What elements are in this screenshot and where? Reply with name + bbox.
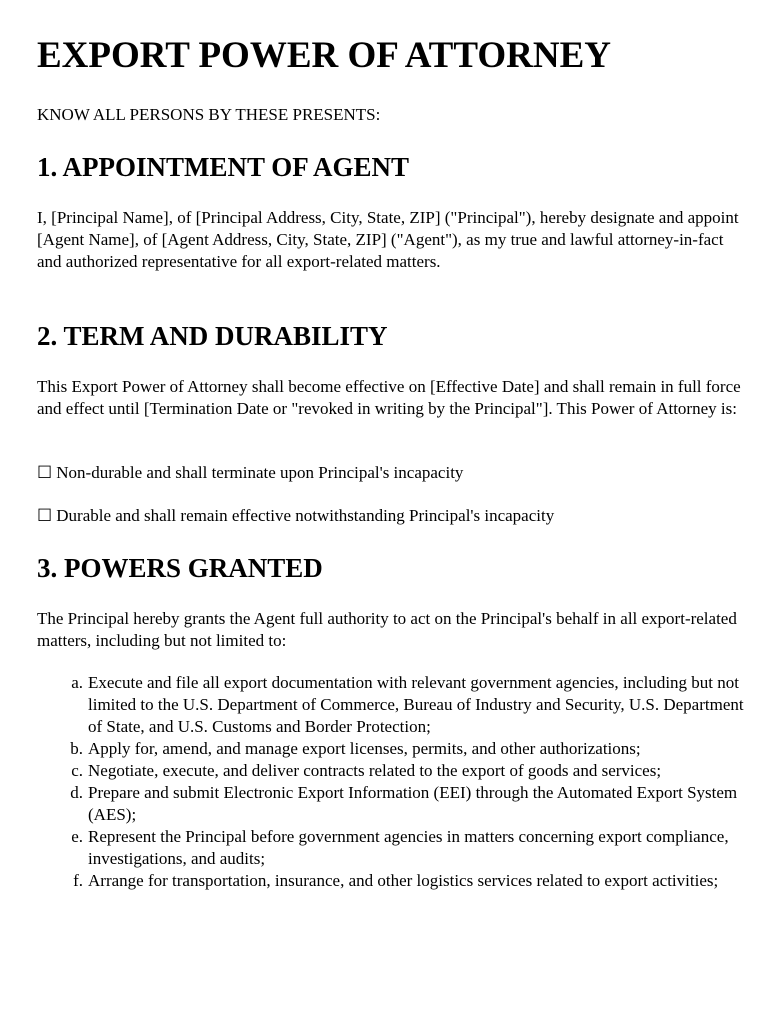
section-heading-powers: 3. POWERS GRANTED	[37, 553, 323, 583]
list-marker: a.	[71, 673, 83, 692]
list-item	[37, 738, 747, 760]
checkbox-icon[interactable]: ☐	[37, 463, 53, 483]
list-marker: d.	[70, 783, 83, 802]
list-item-text: Arrange for transportation, insurance, and other logistics services related to export activities;	[88, 871, 719, 890]
checkbox-option-nondurable[interactable]	[37, 462, 463, 484]
list-item-text: Negotiate, execute, and deliver contracts related to the export of goods and services;	[88, 761, 662, 780]
intro-line: KNOW ALL PERSONS BY THESE PRESENTS:	[37, 105, 381, 124]
list-item	[37, 870, 747, 892]
checkbox-label: Durable and shall remain effective notwithstanding Principal's incapacity	[56, 506, 555, 525]
checkbox-option-durable[interactable]	[37, 505, 554, 527]
powers-list	[37, 672, 747, 892]
powers-paragraph: The Principal hereby grants the Agent full authority to act on the Principal's behalf in all export-related matters, including but not limited to:	[37, 609, 737, 650]
section-heading-term: 2. TERM AND DURABILITY	[37, 321, 388, 351]
list-item-text: Represent the Principal before government agencies in matters concerning export compliance, investigations, and audits;	[88, 827, 729, 868]
list-marker: f.	[73, 871, 83, 890]
list-item-text: Apply for, amend, and manage export licenses, permits, and other authorizations;	[88, 739, 641, 758]
list-item	[37, 672, 747, 738]
section-heading-appointment: 1. APPOINTMENT OF AGENT	[37, 152, 410, 182]
appointment-paragraph: I, [Principal Name], of [Principal Address, City, State, ZIP] ("Principal"), hereby designate and appoint [Agent Name], of [Agent Address, City, State, ZIP] ("Agent"), as my true and lawful attorney-in-fact and authorized representative for all export-related matters.	[37, 208, 739, 271]
checkbox-label: Non-durable and shall terminate upon Principal's incapacity	[56, 463, 464, 482]
list-marker: b.	[70, 739, 83, 758]
list-item-text: Prepare and submit Electronic Export Information (EEI) through the Automated Export System (AES);	[88, 783, 738, 824]
list-item-text: Execute and file all export documentation with relevant government agencies, including but not limited to the U.S. Department of Commerce, Bureau of Industry and Security, U.S. Department of State, and U.S. Customs and Border Protection;	[88, 673, 744, 736]
term-paragraph: This Export Power of Attorney shall become effective on [Effective Date] and shall remain in full force and effect until [Termination Date or "revoked in writing by the Principal"]. This Power of Attorney is:	[37, 377, 741, 418]
list-item	[37, 760, 747, 782]
list-marker: e.	[71, 827, 83, 846]
list-item	[37, 782, 747, 826]
list-marker: c.	[71, 761, 83, 780]
list-item	[37, 826, 747, 870]
document-title: EXPORT POWER OF ATTORNEY	[37, 35, 611, 76]
checkbox-icon[interactable]: ☐	[37, 506, 53, 526]
